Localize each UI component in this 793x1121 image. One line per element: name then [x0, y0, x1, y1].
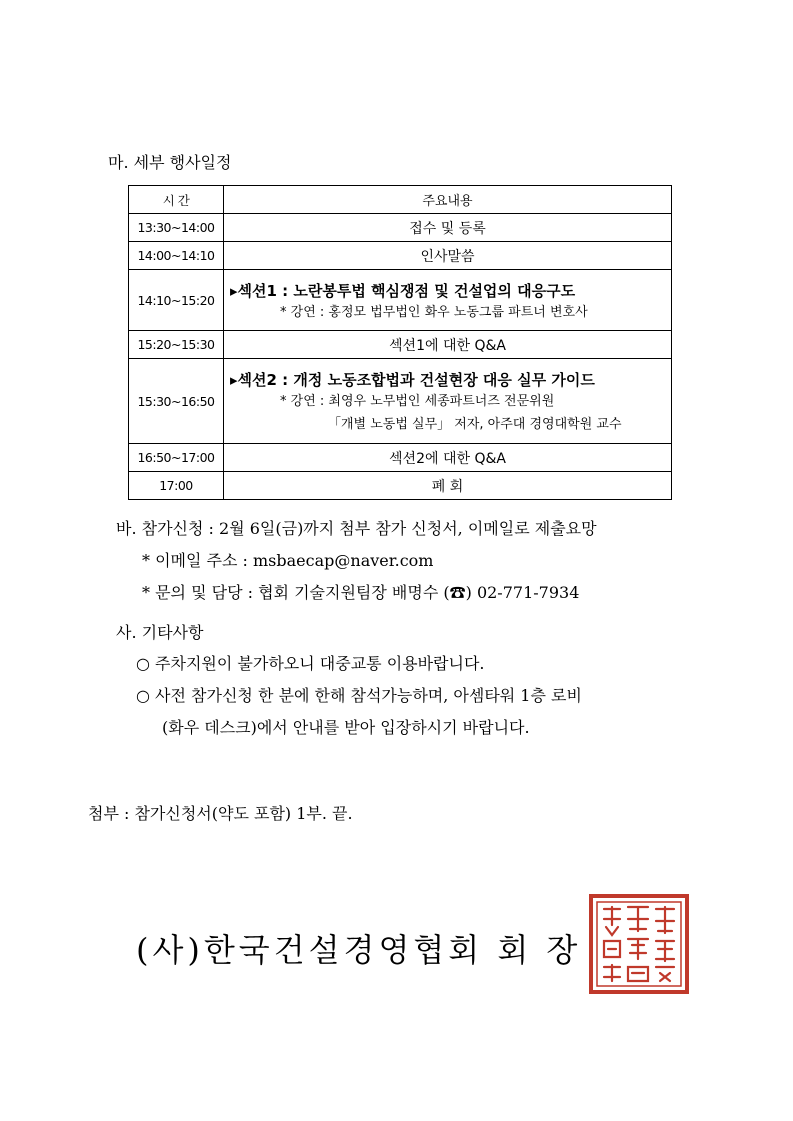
table-row [129, 444, 672, 472]
session2-title: ▸섹션2 : 개정 노동조합법과 건설현장 대응 실무 가이드 [230, 370, 595, 389]
attachment-line: 첨부 : 참가신청서(약도 포함) 1부. 끝. [88, 804, 353, 823]
table-row [129, 214, 672, 242]
contact-line: * 문의 및 담당 : 협회 기술지원팀장 배명수 (☎) 02-771-7934 [142, 583, 580, 602]
row-time: 13:30~14:00 [129, 214, 224, 242]
other-item-registration: ○ 사전 참가신청 한 분에 한해 참석가능하며, 아셈타워 1층 로비 [136, 686, 582, 705]
table-row [129, 242, 672, 270]
table-row [129, 472, 672, 500]
other-item-parking: ○ 주차지원이 불가하오니 대중교통 이용바랍니다. [136, 654, 485, 673]
row-time: 17:00 [129, 472, 224, 500]
row-time: 15:30~16:50 [129, 359, 224, 444]
session1-title: ▸섹션1 : 노란봉투법 핵심쟁점 및 건설업의 대응구도 [230, 281, 576, 300]
table-row [129, 331, 672, 359]
row-time: 14:10~15:20 [129, 270, 224, 331]
session2-speaker-detail: 「개별 노동법 실무」 저자, 아주대 경영대학원 교수 [328, 416, 622, 432]
organization-signature: (사)한국건설경영협회 회 장 [136, 931, 582, 969]
session2-speaker: * 강연 : 최영우 노무법인 세종파트너즈 전문위원 [280, 393, 555, 409]
other-heading: 사. 기타사항 [116, 623, 204, 642]
table-row-session1 [129, 270, 672, 331]
schedule-heading: 마. 세부 행사일정 [108, 153, 232, 172]
application-line: 바. 참가신청 : 2월 6일(금)까지 첨부 참가 신청서, 이메일로 제출요망 [116, 519, 597, 538]
header-time: 시 간 [129, 186, 224, 214]
session1-speaker: * 강연 : 홍정모 법무법인 화우 노동그룹 파트너 변호사 [280, 304, 588, 320]
row-time: 16:50~17:00 [129, 444, 224, 472]
table-header-row [129, 186, 672, 214]
row-content: 인사말씀 [224, 242, 672, 270]
session1-cell [224, 270, 672, 331]
schedule-table [128, 185, 672, 500]
row-content: 접수 및 등록 [224, 214, 672, 242]
table-row-session2 [129, 359, 672, 444]
row-time: 15:20~15:30 [129, 331, 224, 359]
email-line: * 이메일 주소 : msbaecap@naver.com [142, 551, 434, 570]
row-content: 섹션2에 대한 Q&A [224, 444, 672, 472]
other-item-registration-cont: (화우 데스크)에서 안내를 받아 입장하시기 바랍니다. [162, 718, 530, 737]
row-content: 섹션1에 대한 Q&A [224, 331, 672, 359]
session2-cell [224, 359, 672, 444]
header-content: 주요내용 [224, 186, 672, 214]
official-seal-icon [588, 893, 690, 995]
row-content: 폐 회 [224, 472, 672, 500]
row-time: 14:00~14:10 [129, 242, 224, 270]
